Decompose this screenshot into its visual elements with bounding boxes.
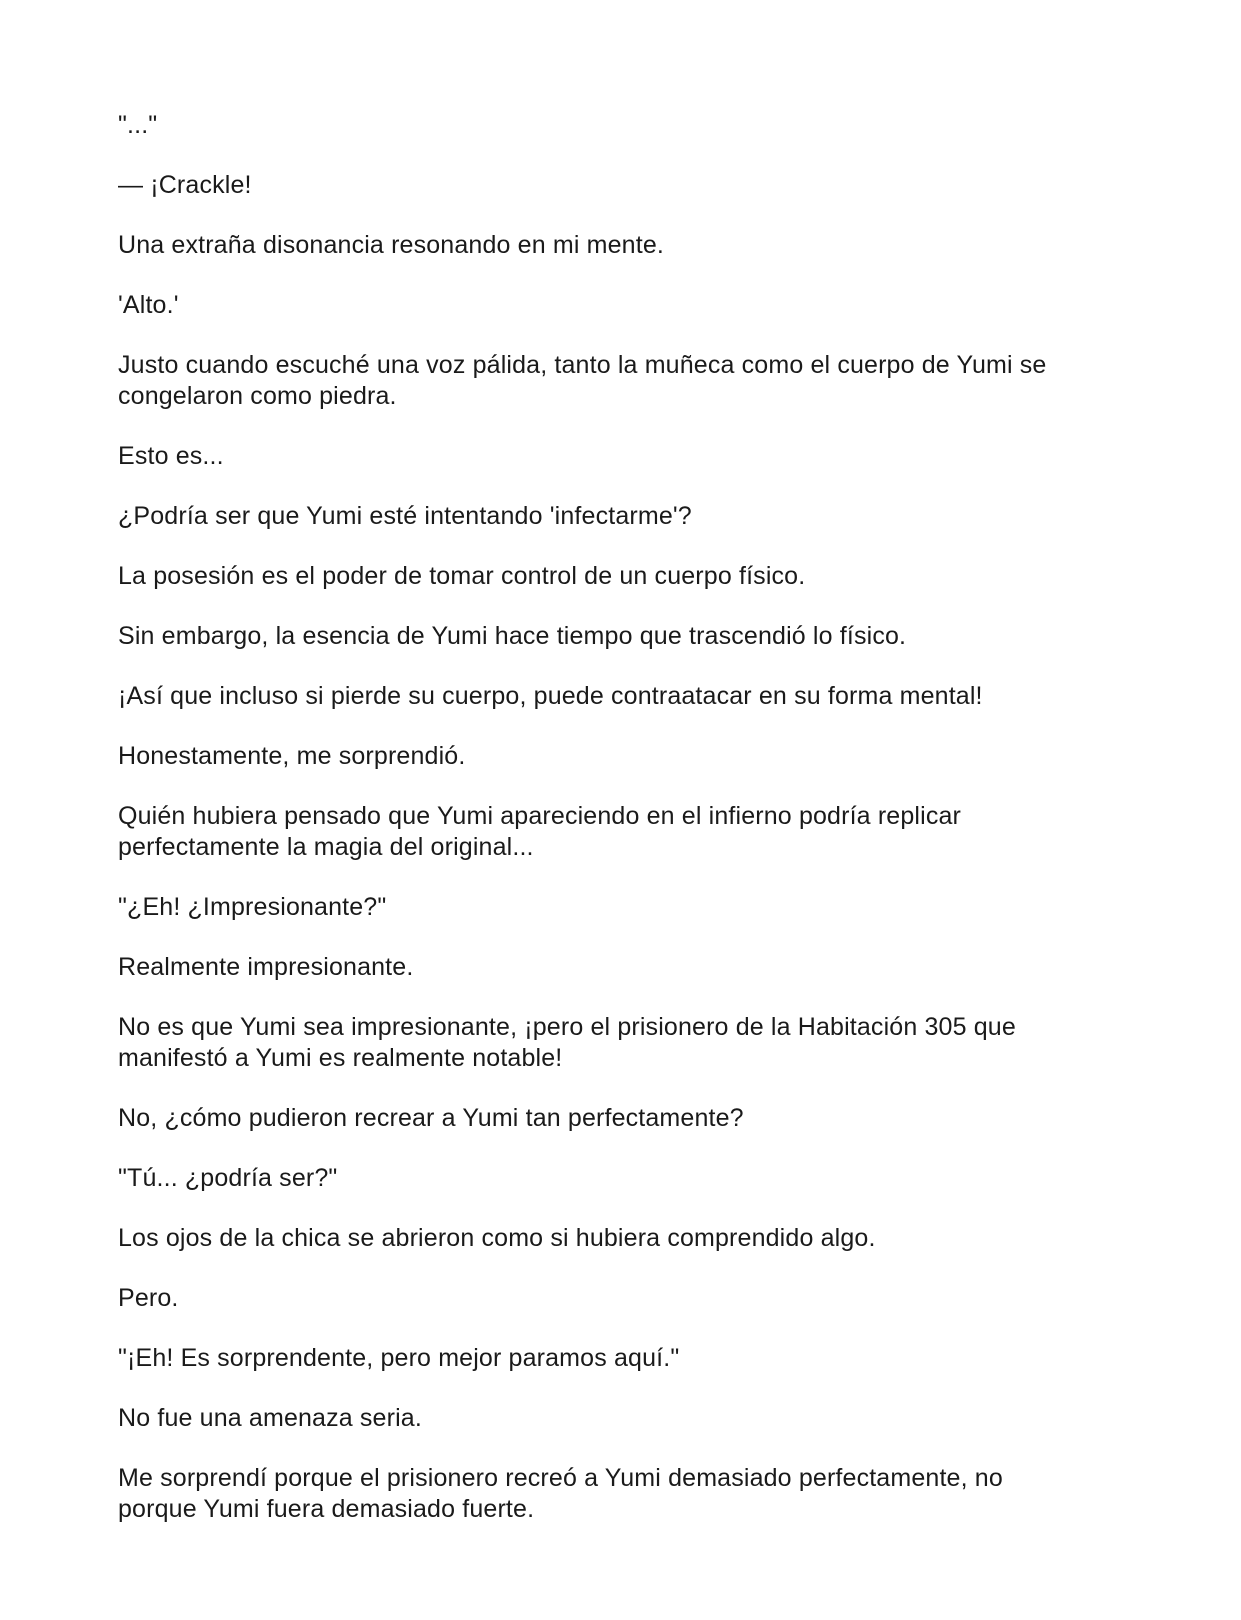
paragraph-21: No fue una amenaza seria. [118,1404,422,1432]
paragraph-22: Me sorprendí porque el prisionero recreó a Yumi demasiado perfectamente, no porque Yumi fuera demasiado fuerte. [118,1464,1003,1523]
paragraph-5: Justo cuando escuché una voz pálida, tanto la muñeca como el cuerpo de Yumi se congelaron como piedra. [118,351,1047,410]
paragraph-14: Realmente impresionante. [118,953,414,981]
paragraph-9: Sin embargo, la esencia de Yumi hace tiempo que trascendió lo físico. [118,622,907,650]
paragraph-1: "..." [118,111,158,139]
paragraph-3: Una extraña disonancia resonando en mi mente. [118,231,664,259]
paragraph-20: "¡Eh! Es sorprendente, pero mejor paramos aquí." [118,1344,680,1372]
paragraph-11: Honestamente, me sorprendió. [118,742,466,770]
paragraph-6: Esto es... [118,442,224,470]
paragraph-15: No es que Yumi sea impresionante, ¡pero el prisionero de la Habitación 305 que manifestó a Yumi es realmente notable! [118,1013,1016,1072]
paragraph-2: — ¡Crackle! [118,171,252,199]
paragraph-12: Quién hubiera pensado que Yumi apareciendo en el infierno podría replicar perfectamente la magia del original... [118,802,962,861]
paragraph-10: ¡Así que incluso si pierde su cuerpo, puede contraatacar en su forma mental! [118,682,983,710]
paragraph-18: Los ojos de la chica se abrieron como si hubiera comprendido algo. [118,1224,876,1252]
paragraph-19: Pero. [118,1284,179,1312]
paragraph-13: "¿Eh! ¿Impresionante?" [118,893,387,921]
paragraph-17: "Tú... ¿podría ser?" [118,1164,338,1192]
paragraph-16: No, ¿cómo pudieron recrear a Yumi tan perfectamente? [118,1104,744,1132]
paragraph-4: 'Alto.' [118,291,179,319]
paragraph-7: ¿Podría ser que Yumi esté intentando 'infectarme'? [118,502,692,530]
paragraph-8: La posesión es el poder de tomar control de un cuerpo físico. [118,562,806,590]
